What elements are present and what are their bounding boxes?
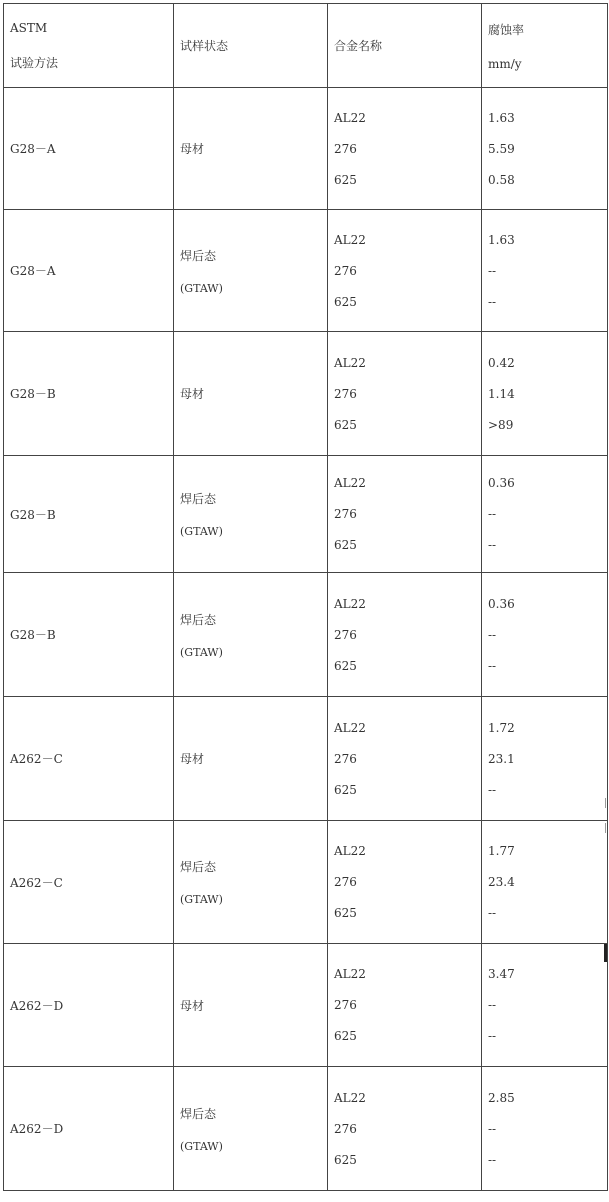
state-cell	[174, 573, 328, 697]
rate-value: 3.47	[488, 967, 515, 981]
header-method	[4, 4, 174, 88]
alloy-name: 276	[334, 875, 357, 889]
alloy-list	[334, 597, 475, 673]
rate-value: 0.36	[488, 476, 515, 490]
alloy-list	[334, 476, 475, 552]
table-row	[4, 697, 608, 821]
rate-value: 0.42	[488, 355, 515, 370]
state-value: 母材	[180, 752, 205, 766]
alloy-cell	[328, 210, 482, 332]
state-stack	[180, 1105, 321, 1153]
alloy-name: AL22	[334, 232, 366, 247]
alloy-name: 625	[334, 538, 357, 552]
rate-value: 1.14	[488, 386, 515, 401]
alloy-list	[334, 233, 475, 309]
alloy-name: 625	[334, 417, 357, 432]
alloy-name: 625	[334, 658, 357, 673]
state-stack	[180, 858, 321, 906]
state-value: 焊后态	[180, 1106, 217, 1121]
rate-value: --	[488, 507, 497, 521]
alloy-name: AL22	[334, 110, 366, 125]
alloy-name: 276	[334, 263, 357, 278]
alloy-name: 276	[334, 141, 357, 156]
method-cell	[4, 210, 174, 332]
alloy-list	[334, 356, 475, 432]
method-cell	[4, 697, 174, 821]
rate-list	[488, 233, 601, 309]
table-row	[4, 1067, 608, 1191]
state-process: (GTAW)	[180, 645, 223, 659]
state-value: 母材	[180, 387, 205, 401]
state-value: 母材	[180, 142, 205, 156]
rate-cell	[482, 944, 608, 1067]
rate-value: 23.1	[488, 751, 515, 766]
alloy-list	[334, 1091, 475, 1167]
alloy-name: AL22	[334, 720, 366, 735]
state-cell	[174, 88, 328, 210]
rate-value: 1.63	[488, 110, 515, 125]
method-value: G28－A	[10, 264, 56, 278]
table-row	[4, 88, 608, 210]
rate-cell	[482, 1067, 608, 1191]
rate-value: 2.85	[488, 1090, 515, 1105]
alloy-cell	[328, 821, 482, 944]
state-value: 焊后态	[180, 612, 217, 627]
header-row	[4, 4, 608, 88]
table-row	[4, 456, 608, 573]
alloy-name: 625	[334, 1029, 357, 1043]
header-method-line1: ASTM	[10, 20, 48, 35]
alloy-name: 276	[334, 507, 357, 521]
rate-cell	[482, 88, 608, 210]
alloy-name: 276	[334, 998, 357, 1012]
rate-value: 5.59	[488, 141, 515, 156]
method-value: G28－A	[10, 142, 56, 156]
table-body	[4, 4, 608, 1191]
rate-value: --	[488, 1029, 497, 1043]
alloy-list	[334, 721, 475, 797]
alloy-list	[334, 111, 475, 187]
alloy-name: AL22	[334, 355, 366, 370]
alloy-name: AL22	[334, 1090, 366, 1105]
rate-cell	[482, 821, 608, 944]
header-state-label: 试样状态	[180, 39, 229, 53]
edge-tick	[605, 823, 606, 833]
state-cell	[174, 456, 328, 573]
table-row	[4, 210, 608, 332]
method-value: A262－D	[10, 998, 64, 1013]
rate-value: 1.63	[488, 232, 515, 247]
state-cell	[174, 210, 328, 332]
table-row	[4, 944, 608, 1067]
rate-value: --	[488, 906, 497, 920]
alloy-cell	[328, 456, 482, 573]
rate-value: --	[488, 782, 497, 797]
method-value: G28－B	[10, 507, 56, 522]
method-cell	[4, 1067, 174, 1191]
state-stack	[180, 611, 321, 659]
state-value: 母材	[180, 998, 205, 1013]
alloy-name: 276	[334, 1121, 357, 1136]
method-cell	[4, 88, 174, 210]
rate-list	[488, 356, 601, 432]
rate-value: >89	[488, 417, 514, 432]
rate-cell	[482, 697, 608, 821]
state-stack	[180, 247, 321, 295]
state-stack	[180, 385, 321, 402]
state-cell	[174, 944, 328, 1067]
alloy-cell	[328, 332, 482, 456]
method-cell	[4, 573, 174, 697]
method-value: A262－C	[10, 875, 63, 890]
alloy-name: AL22	[334, 967, 366, 981]
method-value: A262－D	[10, 1122, 64, 1136]
state-stack	[180, 750, 321, 767]
header-rate-line1: 腐蚀率	[488, 22, 525, 37]
state-stack	[180, 490, 321, 538]
table-row	[4, 332, 608, 456]
header-alloy	[328, 4, 482, 88]
rate-cell	[482, 210, 608, 332]
rate-value: --	[488, 1121, 497, 1136]
rate-value: 23.4	[488, 875, 515, 889]
rate-cell	[482, 332, 608, 456]
alloy-name: AL22	[334, 596, 366, 611]
alloy-list	[334, 967, 475, 1043]
alloy-name: 625	[334, 294, 357, 309]
method-cell	[4, 821, 174, 944]
state-cell	[174, 821, 328, 944]
rate-value: 0.36	[488, 596, 515, 611]
rate-list	[488, 476, 601, 552]
header-method-line2: 试验方法	[10, 55, 59, 70]
state-process: (GTAW)	[180, 525, 223, 538]
alloy-name: 625	[334, 906, 357, 920]
rate-value: --	[488, 538, 497, 552]
method-value: G28－B	[10, 628, 56, 642]
state-cell	[174, 1067, 328, 1191]
method-cell	[4, 332, 174, 456]
alloy-cell	[328, 697, 482, 821]
edge-mark	[604, 944, 607, 962]
rate-list	[488, 721, 601, 797]
alloy-name: AL22	[334, 844, 366, 858]
rate-list	[488, 111, 601, 187]
rate-value: 1.72	[488, 720, 515, 735]
alloy-name: 276	[334, 627, 357, 642]
state-process: (GTAW)	[180, 281, 223, 295]
state-value: 焊后态	[180, 492, 217, 506]
rate-cell	[482, 456, 608, 573]
rate-value: --	[488, 998, 497, 1012]
rate-cell	[482, 573, 608, 697]
rate-list	[488, 1091, 601, 1167]
alloy-name: 276	[334, 751, 357, 766]
state-process: (GTAW)	[180, 893, 223, 906]
state-cell	[174, 332, 328, 456]
rate-value: --	[488, 627, 497, 642]
alloy-name: 625	[334, 782, 357, 797]
alloy-list	[334, 844, 475, 920]
method-value: G28－B	[10, 387, 56, 401]
state-stack	[180, 140, 321, 157]
rate-value: 0.58	[488, 172, 515, 187]
alloy-cell	[328, 944, 482, 1067]
alloy-name: AL22	[334, 476, 366, 490]
header-rate-line2: mm/y	[488, 56, 522, 71]
rate-list	[488, 844, 601, 920]
method-cell	[4, 944, 174, 1067]
method-cell	[4, 456, 174, 573]
edge-tick	[605, 798, 606, 808]
rate-list	[488, 597, 601, 673]
alloy-cell	[328, 88, 482, 210]
state-stack	[180, 997, 321, 1014]
state-process: (GTAW)	[180, 1139, 223, 1153]
table-row	[4, 573, 608, 697]
alloy-name: 276	[334, 386, 357, 401]
corrosion-table	[3, 3, 608, 1191]
alloy-cell	[328, 1067, 482, 1191]
alloy-name: 625	[334, 172, 357, 187]
rate-value: --	[488, 658, 497, 673]
state-value: 焊后态	[180, 248, 217, 263]
rate-list	[488, 967, 601, 1043]
state-cell	[174, 697, 328, 821]
method-value: A262－C	[10, 752, 63, 766]
header-alloy-label: 合金名称	[334, 39, 383, 53]
alloy-cell	[328, 573, 482, 697]
table-row	[4, 821, 608, 944]
alloy-name: 625	[334, 1152, 357, 1167]
header-state	[174, 4, 328, 88]
state-value: 焊后态	[180, 860, 217, 874]
rate-value: --	[488, 294, 497, 309]
rate-value: --	[488, 263, 497, 278]
rate-value: --	[488, 1152, 497, 1167]
rate-value: 1.77	[488, 844, 515, 858]
header-rate	[482, 4, 608, 88]
